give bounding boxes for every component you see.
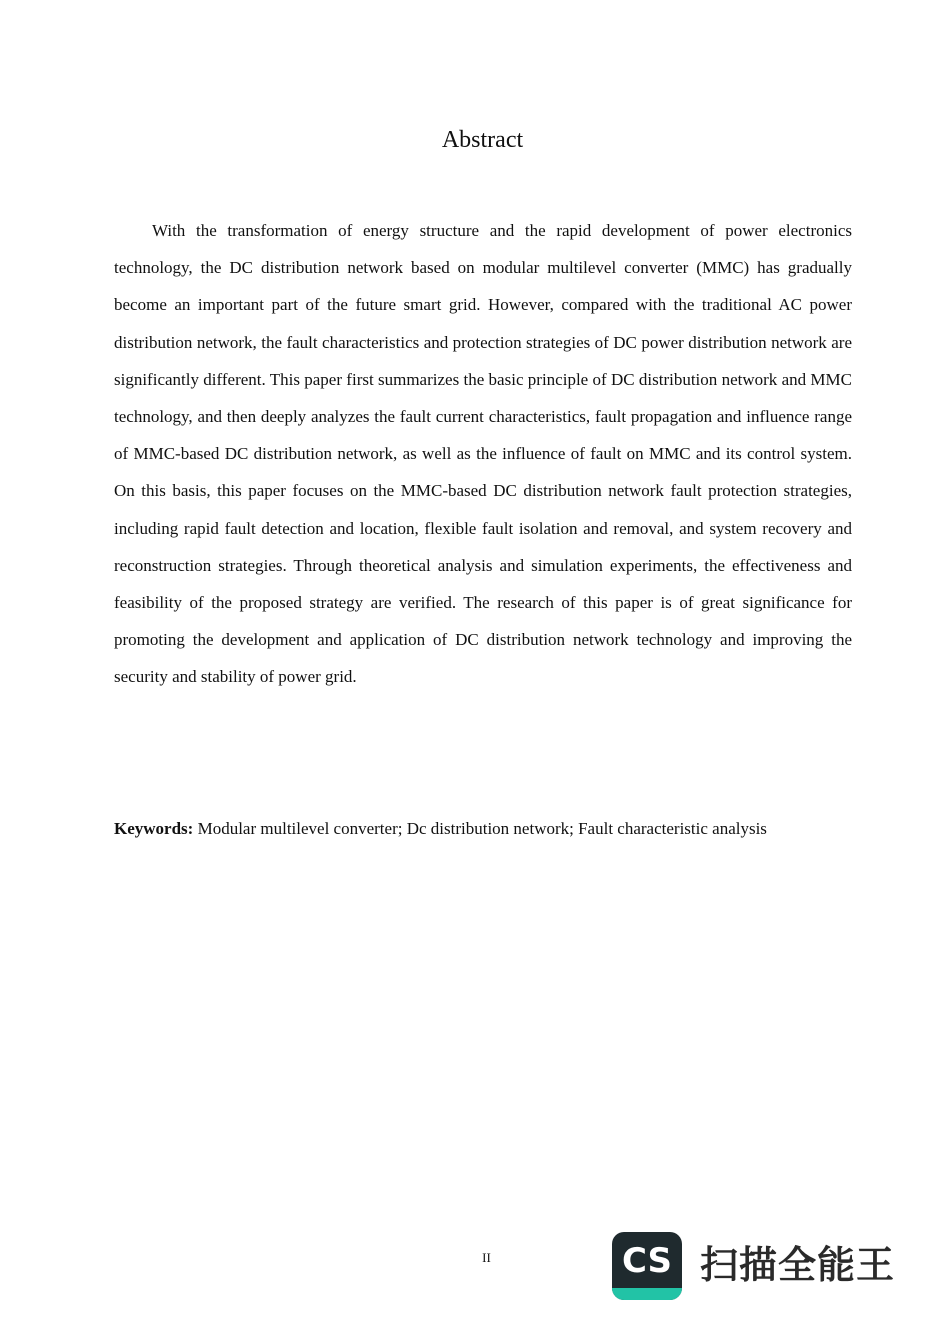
abstract-body: With the transformation of energy structure and the rapid development of power electronics technology, the DC distribution network based on modular multilevel converter (MMC) has gradually become an important part of the future smart grid. However, compared with the traditional AC power distribution network, the fault characteristics and protection strategies of DC power distribution network are significantly different. This paper first summarizes the basic principle of DC distribution network and MMC technology, and then deeply analyzes the fault current characteristics, fault propagation and influence range of MMC-based DC distribution network, as well as the influence of fault on MMC and its control system. On this basis, this paper focuses on the MMC-based DC distribution network fault protection strategies, including rapid fault detection and location, flexible fault isolation and removal, and system recovery and reconstruction strategies. Through theoretical analysis and simulation experiments, the effectiveness and feasibility of the proposed strategy are verified. The research of this paper is of great significance for promoting the development and application of DC distribution network technology and improving the security and stability of power grid. — [114, 221, 852, 687]
keywords-label: Keywords: — [114, 819, 194, 838]
abstract-title: Abstract — [441, 127, 524, 153]
keywords-text: Modular multilevel converter; Dc distribution network; Fault characteristic analysis — [197, 819, 767, 838]
camscanner-logo-text: CS — [621, 1241, 673, 1281]
camscanner-watermark — [612, 1232, 912, 1302]
camscanner-logo-icon — [612, 1232, 682, 1300]
camscanner-app-name: 扫描全能王 — [700, 1243, 896, 1287]
keywords-line — [114, 812, 874, 846]
page-number: II — [482, 1250, 491, 1265]
